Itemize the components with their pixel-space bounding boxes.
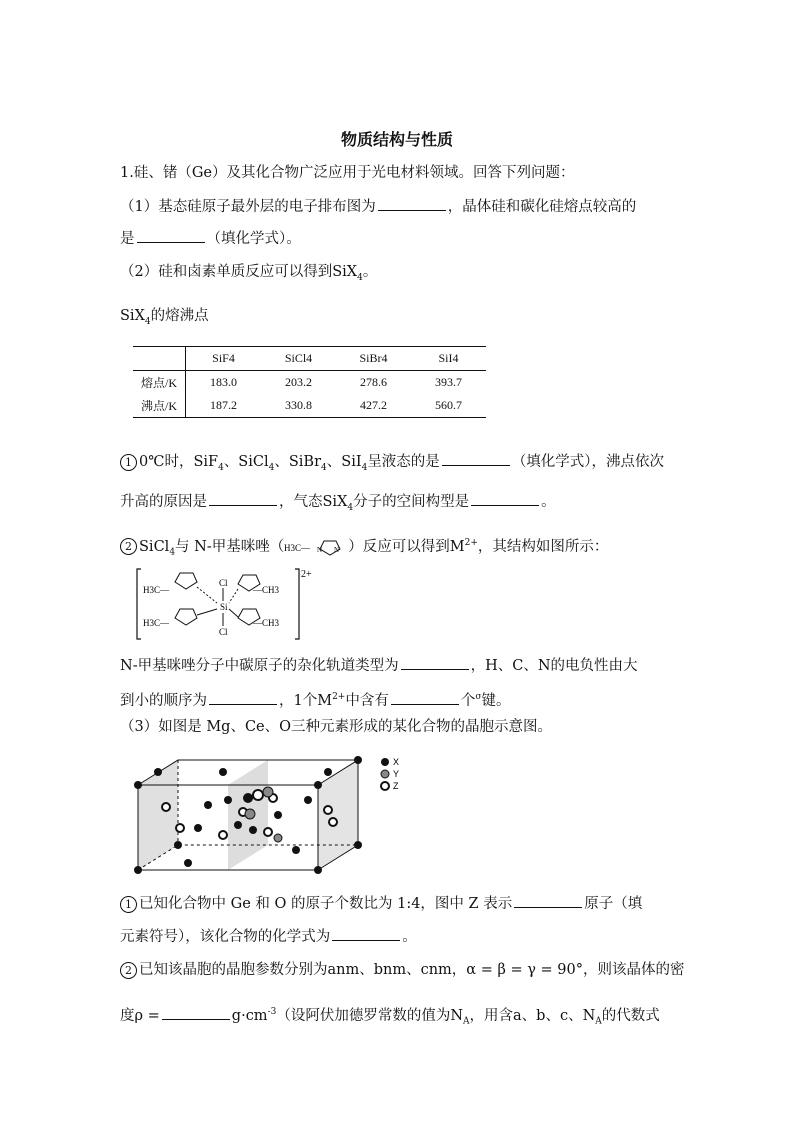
legend-z: Z <box>393 781 399 791</box>
subq3-line2: 元素符号），该化合物的化学式为 。 <box>120 926 417 947</box>
svg-text:N: N <box>334 545 340 554</box>
answer-blank[interactable] <box>514 893 582 908</box>
circled-number: 2 <box>120 538 137 555</box>
svg-text:—CH3: —CH3 <box>253 618 280 628</box>
svg-text:—CH3: —CH3 <box>253 585 280 595</box>
circled-number: 2 <box>120 962 137 979</box>
answer-blank[interactable] <box>162 1005 230 1020</box>
svg-text:Cl: Cl <box>219 578 228 588</box>
table-header-row <box>133 347 486 371</box>
subq4-line2: 度$\rho = g\cdot cm^{-3}$（设阿伏加德罗常数的值为$N_A$，用含a、b、c、$N_A$的代数式 <box>120 1002 660 1032</box>
answer-blank[interactable] <box>209 690 277 705</box>
subq4-line1: 2 已知该晶胞的晶胞参数分别为anm、bnm、cnm，α = β = γ = 90°，则该晶体的密 <box>120 960 684 980</box>
m2plus-structure <box>135 565 315 643</box>
svg-text:2+: 2+ <box>301 569 312 580</box>
legend-x: X <box>393 757 400 767</box>
table-header-cell: SiCl4 <box>261 347 336 371</box>
unit-cell-diagram <box>128 750 408 880</box>
circled-number: 1 <box>120 454 137 471</box>
part1-line1: （1）基态硅原子最外层的电子排布图为 ，晶体硅和碳化硅熔点较高的 <box>120 196 636 217</box>
circled-number: 1 <box>120 896 137 913</box>
part1-line2: 是 （填化学式）。 <box>120 228 301 249</box>
svg-text:H3C—: H3C— <box>143 585 170 595</box>
subq2-line2: N-甲基咪唑分子中碳原子的杂化轨道类型为 ，H、C、N的电负性由大 <box>120 655 638 676</box>
answer-blank[interactable] <box>209 491 277 506</box>
svg-text:N: N <box>317 545 323 554</box>
table-header-cell: SiF4 <box>186 347 262 371</box>
legend-y: Y <box>393 769 400 779</box>
methylimidazole-structure <box>284 536 348 558</box>
answer-blank[interactable] <box>391 690 459 705</box>
table-caption: SiX$_4$的熔沸点 <box>120 308 209 327</box>
subq1-line2: 升高的原因是 ，气态SiX$_4$分子的空间构型是 。 <box>120 491 556 518</box>
svg-text:H3C—: H3C— <box>284 542 311 553</box>
table-row: 沸点/K 187.2 330.8 427.2 560.7 <box>133 394 486 418</box>
part3-line: （3）如图是 Mg、Ce、O三种元素形成的某化合物的晶胞示意图。 <box>120 719 553 735</box>
answer-blank[interactable] <box>442 451 510 466</box>
table-header-cell: SiBr4 <box>336 347 411 371</box>
question-intro: 1.硅、锗（Ge）及其化合物广泛应用于光电材料领域。回答下列问题： <box>120 165 575 181</box>
table-header-cell: SiI4 <box>411 347 486 371</box>
table-row: 熔点/K 183.0 203.2 278.6 393.7 <box>133 371 486 395</box>
melting-boiling-table <box>133 346 486 418</box>
page-title: 物质结构与性质 <box>340 130 453 149</box>
answer-blank[interactable] <box>378 196 446 211</box>
part2-line: （2）硅和卤素单质反应可以得到SiX$_4$。 <box>120 264 378 283</box>
svg-text:H3C—: H3C— <box>143 618 170 628</box>
subq2-line3: 到小的顺序为 ，1个$M^{2+}$中含有 个$^\sigma$键。 <box>120 687 511 711</box>
answer-blank[interactable] <box>332 926 400 941</box>
answer-blank[interactable] <box>137 228 205 243</box>
answer-blank[interactable] <box>401 655 469 670</box>
subq2-line1: 2 SiCl$_4$与 N-甲基咪唑（ H3C— N N ）反应可以得到$M^{2+}$，其结构如图所示： <box>120 533 608 563</box>
svg-text:Si: Si <box>220 602 228 612</box>
svg-text:Cl: Cl <box>219 627 228 637</box>
subq1-line1: 1 0℃时，SiF$_4$、SiCl$_4$、SiBr$_4$、SiI$_4$呈液态的是 （填化学式），沸点依次 <box>120 451 664 478</box>
subq3-line1: 1 已知化合物中 Ge 和 O 的原子个数比为 1:4，图中 Z 表示 原子（填 <box>120 893 642 914</box>
answer-blank[interactable] <box>471 491 539 506</box>
